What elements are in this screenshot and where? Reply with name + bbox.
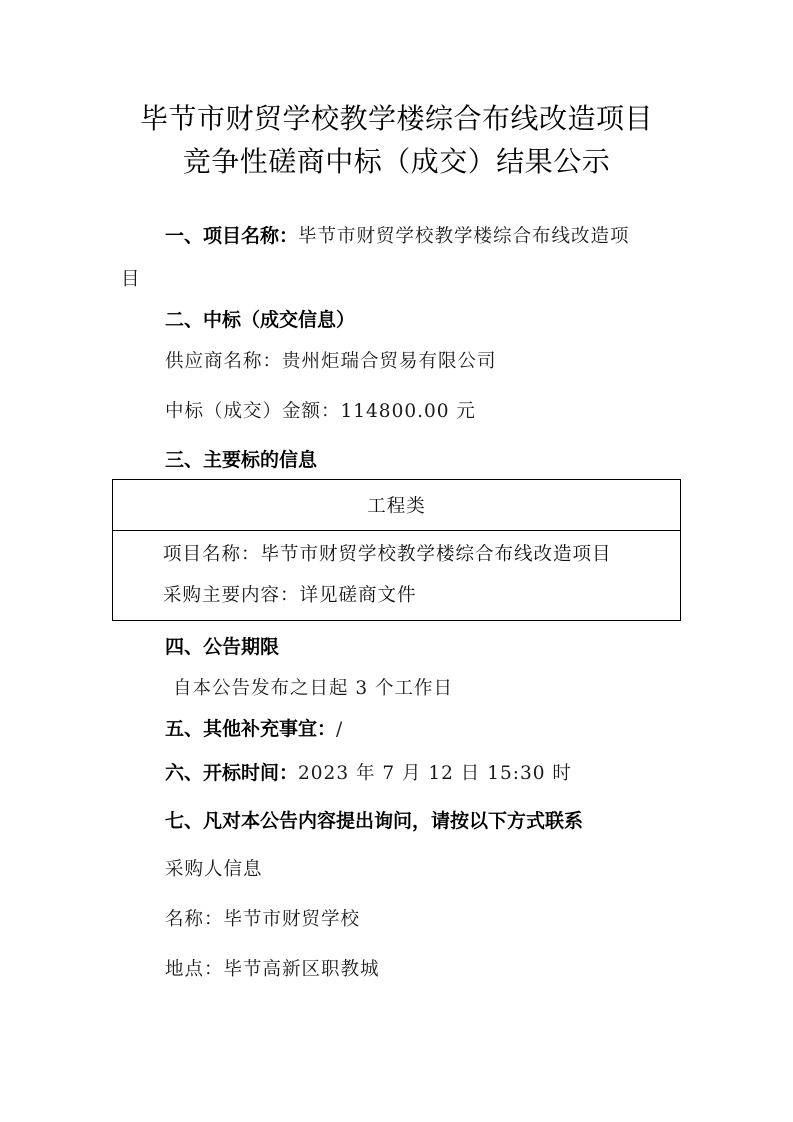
bid-opening-label: 六、开标时间： [165,762,299,784]
project-name-value-continued: 目 [121,269,141,290]
purchaser-address: 地点：毕节高新区职教城 [165,959,380,980]
project-name-value: 毕节市财贸学校教学楼综合布线改造项 [298,226,630,247]
notice-period-text: 自本公告发布之日起 3 个工作日 [173,678,454,699]
bid-opening-value: 2023 年 7 月 12 日 15:30 时 [298,763,572,784]
section-project-name [165,221,630,248]
table-project-name: 项目名称：毕节市财贸学校教学楼综合布线改造项目 [163,544,612,565]
notice-period-heading: 四、公告期限 [165,636,280,658]
supplier-name: 供应商名称：贵州炬瑞合贸易有限公司 [165,351,497,372]
other-matters-label: 五、其他补充事宜： [165,718,337,740]
main-subject-heading: 三、主要标的信息 [165,449,318,471]
project-name-label: 一、项目名称： [165,225,299,247]
section-other-matters [165,714,343,741]
subject-info-table [112,479,681,621]
section-bid-opening-time [165,758,572,785]
document-title-line-1: 毕节市财贸学校教学楼综合布线改造项目 [139,102,653,135]
other-matters-value: / [336,719,344,740]
table-divider [113,530,680,531]
table-main-content: 采购主要内容：详见磋商文件 [163,585,417,606]
document-title-line-2: 竞争性磋商中标（成交）结果公示 [182,145,611,178]
purchaser-name: 名称：毕节市财贸学校 [165,909,361,930]
purchaser-info-label: 采购人信息 [165,859,263,880]
contact-heading: 七、凡对本公告内容提出询问，请按以下方式联系 [165,810,584,832]
award-info-heading: 二、中标（成交信息） [165,309,356,331]
table-header-category: 工程类 [367,496,426,517]
award-amount: 中标（成交）金额：114800.00 元 [165,401,476,422]
